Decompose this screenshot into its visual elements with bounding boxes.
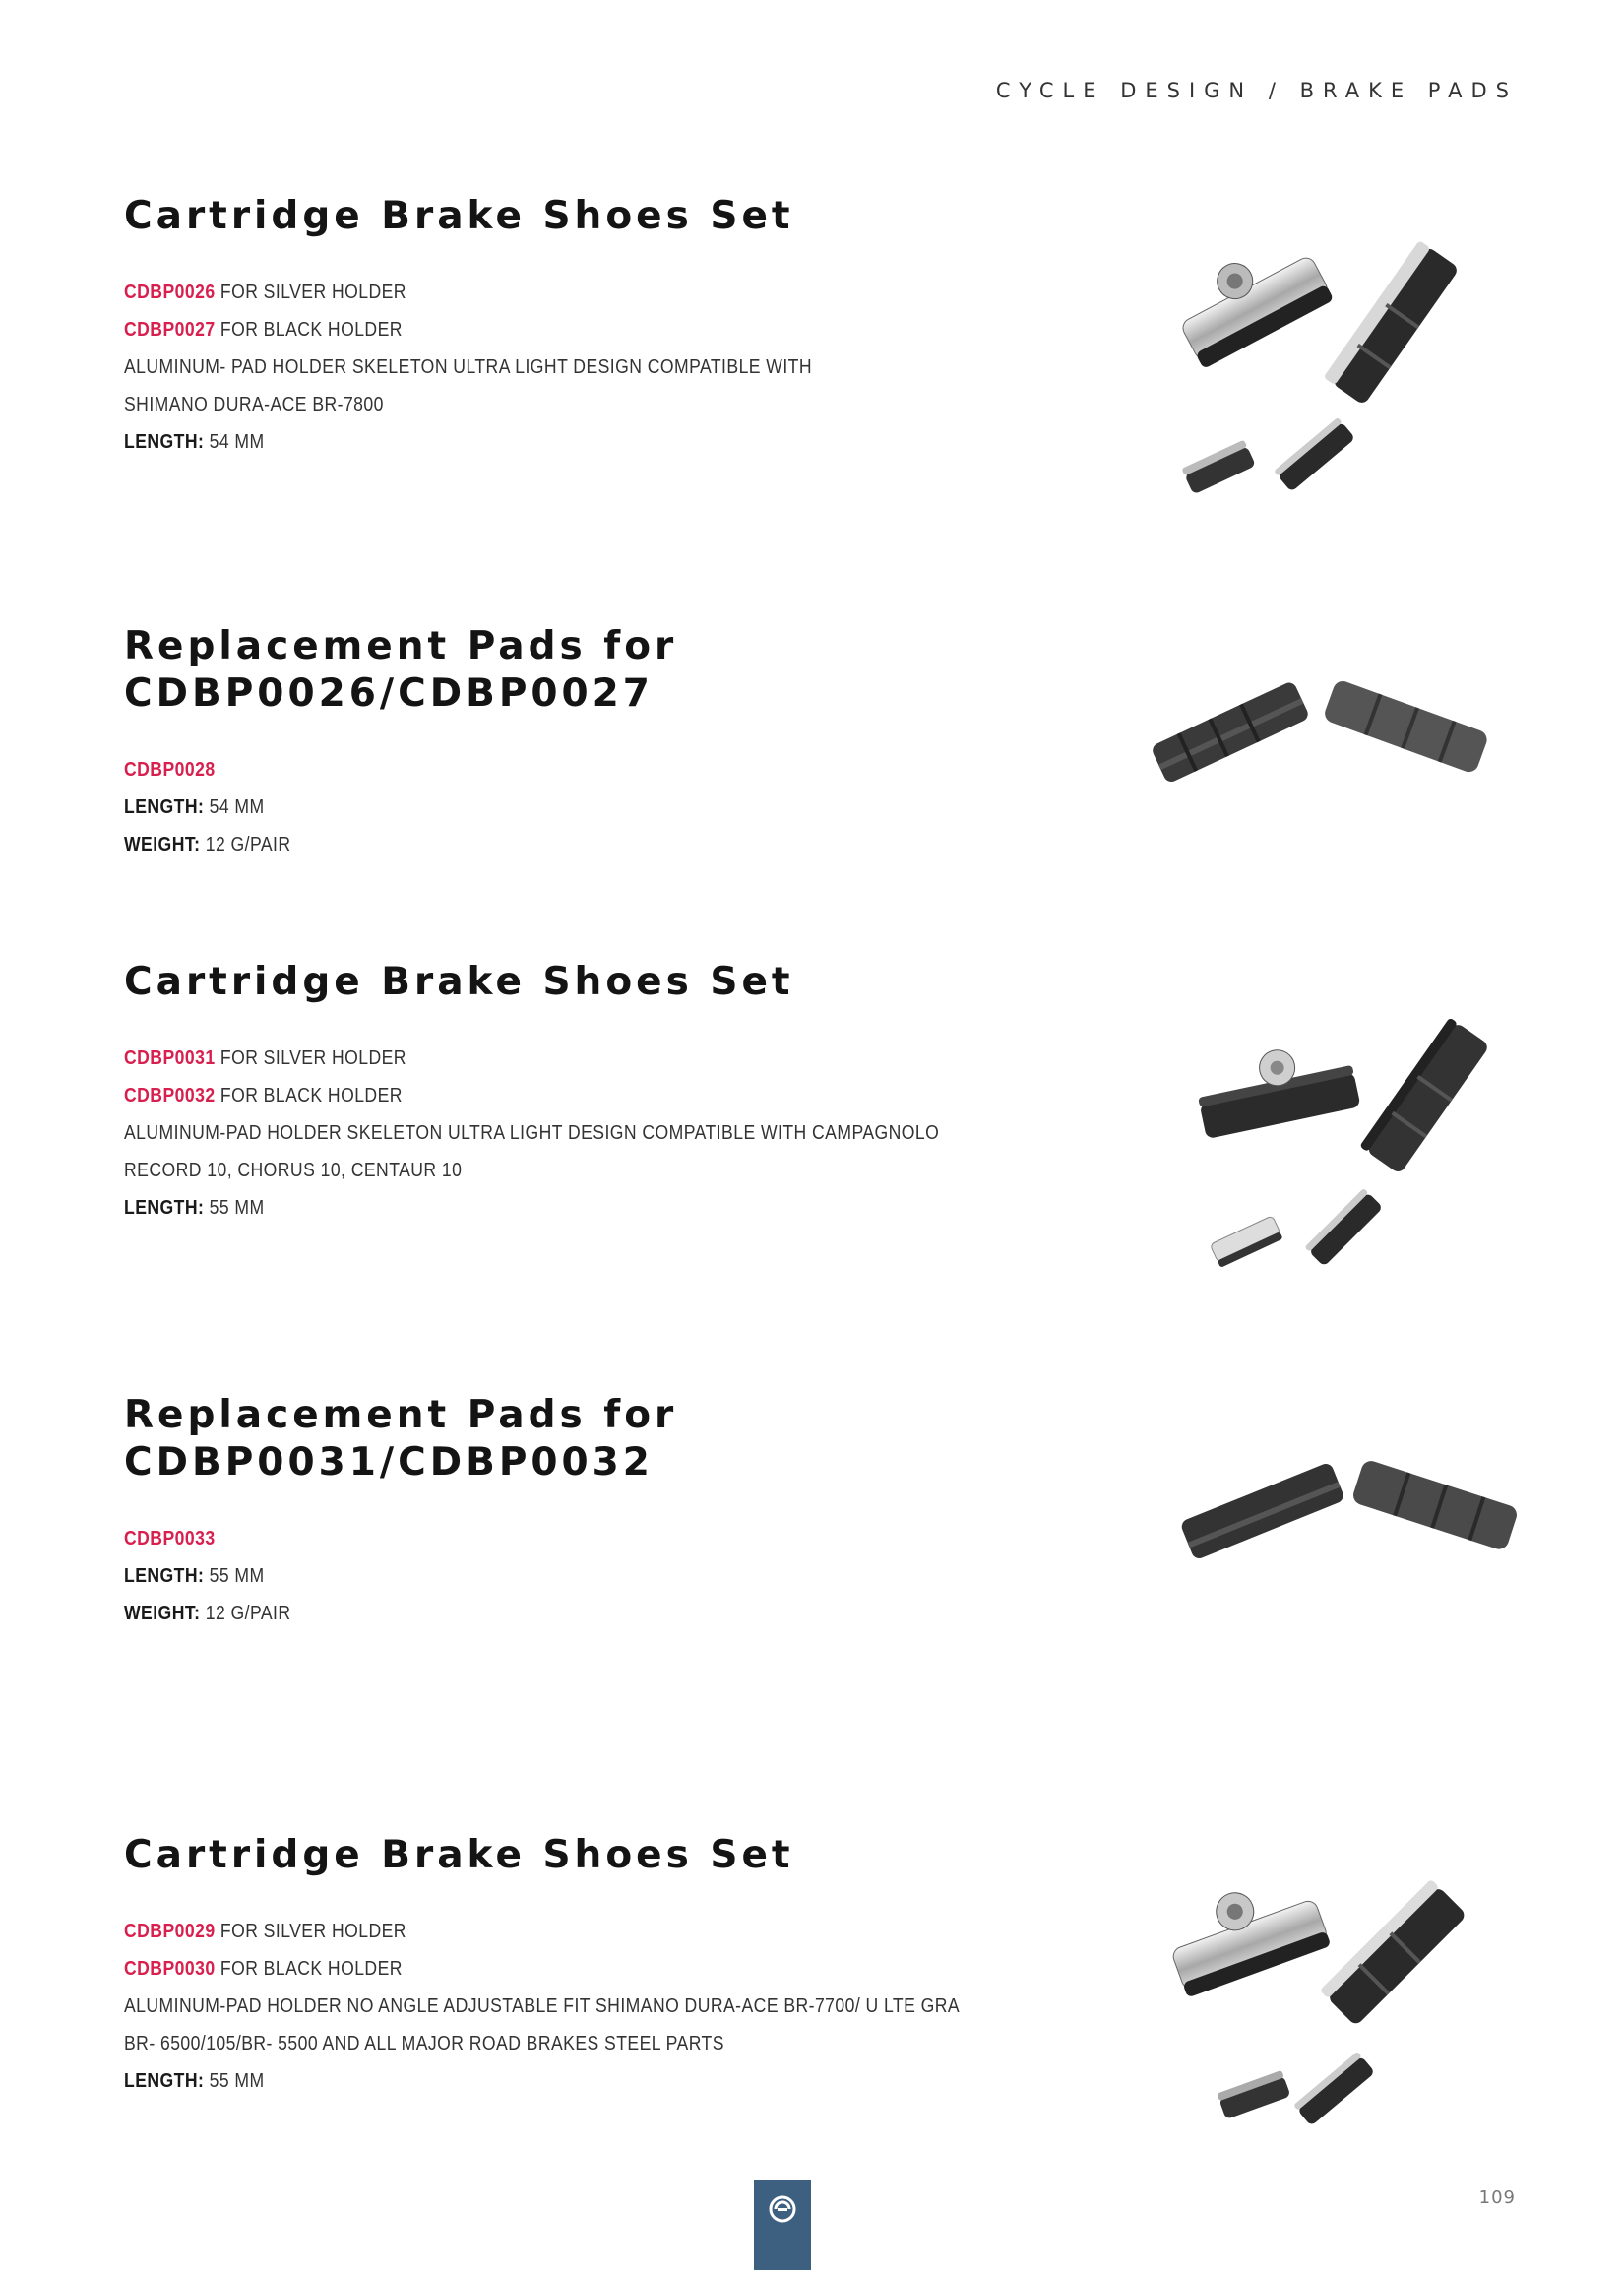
title-line: Cartridge Brake Shoes Set — [124, 194, 794, 238]
spec-line — [124, 348, 990, 386]
spec-line — [124, 1557, 990, 1595]
spec-text: FOR SILVER HOLDER — [215, 282, 406, 303]
replacement-pads-image — [1142, 660, 1496, 807]
spec-label: LENGTH: — [124, 2070, 205, 2092]
spec-text: ALUMINUM- PAD HOLDER SKELETON ULTRA LIGHT DESIGN COMPATIBLE WITH — [124, 356, 813, 378]
spec-text: FOR SILVER HOLDER — [215, 1921, 406, 1942]
product-code: CDBP0026 — [124, 282, 216, 303]
title-line: Cartridge Brake Shoes Set — [124, 1833, 794, 1877]
spec-text: SHIMANO DURA-ACE BR-7800 — [124, 394, 384, 415]
spec-text: ALUMINUM-PAD HOLDER SKELETON ULTRA LIGHT DESIGN COMPATIBLE WITH CAMPAGNOLO — [124, 1122, 940, 1144]
footer-tab — [754, 2180, 811, 2270]
title-line: Replacement Pads for — [124, 1393, 678, 1437]
title-line: Cartridge Brake Shoes Set — [124, 960, 794, 1004]
section-title — [124, 193, 1108, 240]
spec-line — [124, 1950, 990, 1988]
product-code: CDBP0032 — [124, 1085, 216, 1106]
spec-line — [124, 1152, 990, 1189]
spec-line — [124, 2025, 990, 2062]
brake-shoe-set-image — [1191, 994, 1526, 1290]
section-cartridge-2 — [124, 959, 1108, 1227]
page-header: CYCLE DESIGN / BRAKE PADS — [995, 79, 1518, 102]
spec-line — [124, 826, 990, 863]
spec-text: 12 G/PAIR — [200, 1603, 291, 1624]
product-code: CDBP0028 — [124, 759, 216, 781]
spec-text: 54 MM — [204, 796, 265, 818]
brand-logo-icon — [754, 2180, 811, 2270]
spec-text: 55 MM — [204, 1565, 265, 1587]
spec-line — [124, 274, 990, 311]
spec-label: LENGTH: — [124, 796, 205, 818]
brake-shoe-set-image — [1166, 221, 1521, 517]
title-line: CDBP0026/CDBP0027 — [124, 671, 654, 716]
product-code: CDBP0029 — [124, 1921, 216, 1942]
spec-text: FOR BLACK HOLDER — [215, 1958, 403, 1980]
title-line: CDBP0031/CDBP0032 — [124, 1440, 654, 1485]
spec-line — [124, 789, 990, 826]
spec-text: ALUMINUM-PAD HOLDER NO ANGLE ADJUSTABLE FIT SHIMANO DURA-ACE BR-7700/ U LTE GRA — [124, 1995, 961, 2017]
section-title — [124, 959, 1108, 1006]
spec-line — [124, 1595, 990, 1632]
product-code: CDBP0031 — [124, 1047, 216, 1069]
product-code: CDBP0030 — [124, 1958, 216, 1980]
section-title — [124, 1832, 1108, 1879]
spec-line — [124, 1189, 990, 1227]
spec-line — [124, 1040, 990, 1077]
spec-line — [124, 1520, 990, 1557]
section-cartridge-3 — [124, 1832, 1108, 2100]
spec-text: 12 G/PAIR — [200, 834, 291, 855]
replacement-pads-image — [1166, 1432, 1521, 1580]
spec-line — [124, 386, 990, 423]
spec-label: LENGTH: — [124, 1565, 205, 1587]
spec-text: FOR BLACK HOLDER — [215, 1085, 403, 1106]
spec-line — [124, 311, 990, 348]
spec-line — [124, 423, 990, 461]
product-code: CDBP0027 — [124, 319, 216, 341]
spec-line — [124, 1913, 990, 1950]
spec-line — [124, 1077, 990, 1114]
section-replacement-2 — [124, 1392, 1108, 1632]
spec-text: FOR BLACK HOLDER — [215, 319, 403, 341]
page-number: 109 — [1478, 2187, 1516, 2208]
spec-line — [124, 1114, 990, 1152]
spec-label: WEIGHT: — [124, 1603, 201, 1624]
spec-text: 55 MM — [204, 2070, 265, 2092]
section-cartridge-1 — [124, 193, 1108, 461]
section-title — [124, 623, 1108, 718]
product-code: CDBP0033 — [124, 1528, 216, 1549]
spec-text: BR- 6500/105/BR- 5500 AND ALL MAJOR ROAD BRAKES STEEL PARTS — [124, 2033, 724, 2054]
spec-text: FOR SILVER HOLDER — [215, 1047, 406, 1069]
brake-shoe-set-image — [1161, 1861, 1516, 2146]
spec-label: LENGTH: — [124, 1197, 205, 1219]
title-line: Replacement Pads for — [124, 624, 678, 668]
spec-label: WEIGHT: — [124, 834, 201, 855]
spec-text: RECORD 10, CHORUS 10, CENTAUR 10 — [124, 1160, 463, 1181]
spec-line — [124, 1988, 990, 2025]
section-title — [124, 1392, 1108, 1486]
spec-line — [124, 751, 990, 789]
spec-text: 55 MM — [204, 1197, 265, 1219]
spec-line — [124, 2062, 990, 2100]
spec-label: LENGTH: — [124, 431, 205, 453]
spec-text: 54 MM — [204, 431, 265, 453]
section-replacement-1 — [124, 623, 1108, 863]
